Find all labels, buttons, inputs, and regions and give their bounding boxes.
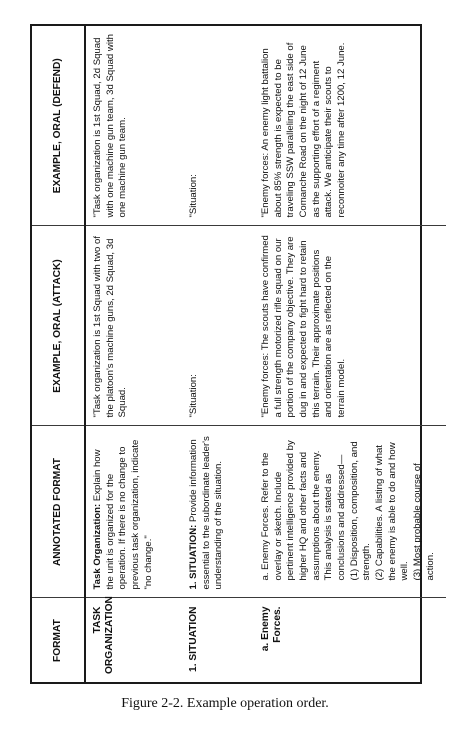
defend-cell bbox=[182, 26, 254, 226]
defend-text: "Situation: bbox=[188, 174, 199, 218]
annotated-cell bbox=[182, 426, 254, 598]
annotated-heading: 1. SITUATION: bbox=[188, 524, 199, 590]
table-row-task-organization bbox=[85, 26, 182, 682]
format-cell bbox=[182, 598, 254, 682]
format-cell bbox=[85, 598, 182, 682]
annotated-text: Explain how the unit is organized for the operation. If there is no change to previous task organization, indicate "no change." bbox=[92, 439, 154, 590]
attack-text: "Task organization is 1st Squad with two of the platoon's machine guns, 2d Squad, 3d Squad. bbox=[92, 235, 129, 418]
attack-cell bbox=[85, 226, 182, 426]
annotated-item-2: (2) Capabilities. A listing of what the enemy is able to do and how well. bbox=[373, 442, 411, 581]
annotated-cell bbox=[85, 426, 182, 598]
annotated-text: Provide information essential to the subordinate leader's understanding of the situation. bbox=[188, 436, 225, 590]
header-annotated-format: ANNOTATED FORMAT bbox=[32, 426, 85, 598]
annotated-cell bbox=[254, 426, 446, 598]
attack-cell bbox=[254, 226, 446, 426]
format-label: TASK ORGANIZATION bbox=[92, 596, 116, 674]
defend-text: "Enemy forces: An enemy light battalion about 85% strength is expected to be traveling SSW paralleling the east side of Comanche Road on the night of 12 June as the supporting effort of a regiment attack. We anticipate their scouts to reconnoiter any time after 1200, 12 June. bbox=[260, 42, 347, 218]
table-header-row bbox=[32, 26, 85, 682]
annotated-item-3: (3) Most probable course of action. bbox=[411, 463, 436, 581]
header-example-defend: EXAMPLE, ORAL (DEFEND) bbox=[32, 26, 85, 226]
table-row-situation bbox=[182, 26, 254, 682]
attack-text: "Enemy forces: The scouts have confirmed a full strength motorized rifle squad on our portion of the company objective. They are dug in and expected to fight hard to retain this terrain. Their approximate positions and orientation are as reflected on the terrain model. bbox=[260, 235, 347, 418]
operation-order-table-rotated bbox=[30, 24, 436, 684]
operation-order-table bbox=[32, 26, 446, 682]
format-cell bbox=[254, 598, 446, 682]
format-label: 1. SITUATION bbox=[188, 606, 199, 672]
defend-cell bbox=[254, 26, 446, 226]
table-row-enemy-forces bbox=[254, 26, 446, 682]
annotated-item-1: (1) Disposition, composition, and strength. bbox=[348, 441, 373, 581]
figure-caption: Figure 2-2. Example operation order. bbox=[121, 696, 329, 711]
annotated-intro: a. Enemy Forces. Refer to the overlay or sketch. Include pertinent intelligence provided by higher HQ and other facts and assumptions about the enemy. This analysis is stated as conclusions and addressed— bbox=[260, 440, 347, 581]
defend-text: "Task organization is 1st Squad, 2d Squad with one machine gun team, 3d Squad with one machine gun team. bbox=[92, 34, 129, 218]
defend-cell bbox=[85, 26, 182, 226]
header-format: FORMAT bbox=[32, 598, 85, 682]
header-example-attack: EXAMPLE, ORAL (ATTACK) bbox=[32, 226, 85, 426]
attack-text: "Situation: bbox=[188, 374, 199, 418]
format-label: a. Enemy Forces. bbox=[260, 606, 284, 652]
annotated-heading: Task Organization: bbox=[92, 503, 103, 590]
attack-cell bbox=[182, 226, 254, 426]
